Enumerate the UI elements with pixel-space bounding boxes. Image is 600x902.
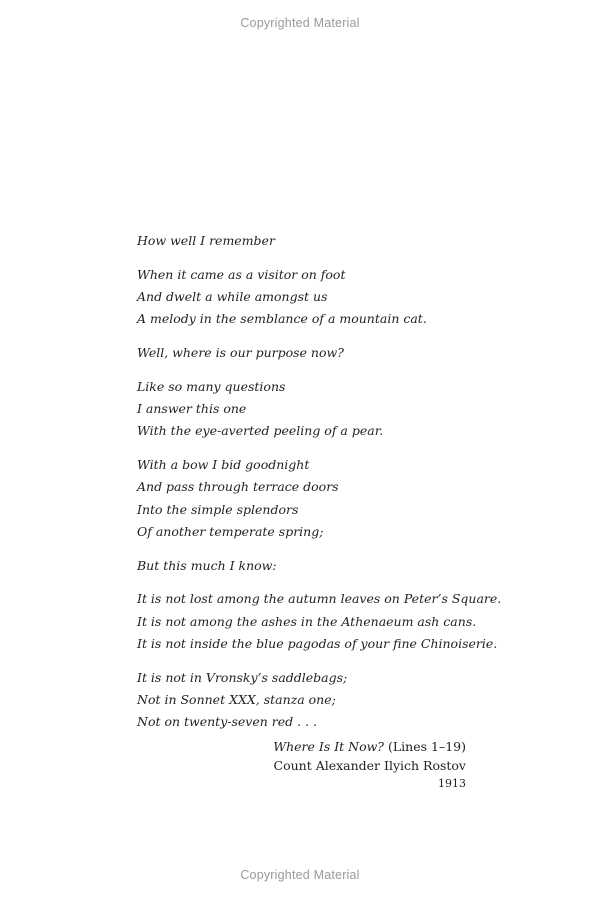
- copyright-watermark-top: Copyrighted Material: [240, 16, 360, 30]
- stanza-7: [137, 588, 502, 655]
- poem-line: It is not lost among the autumn leaves on Peter’s Square.: [137, 591, 502, 607]
- poem-line: Well, where is our purpose now?: [137, 344, 344, 360]
- author-name: Count Alexander Ilyich Rostov: [273, 757, 466, 773]
- poem-line: With a bow I bid goodnight: [137, 456, 310, 472]
- poem-line: Not in Sonnet XXX, stanza one;: [137, 691, 336, 707]
- poem-line: With the eye-averted peeling of a pear.: [137, 423, 384, 439]
- publication-year: 1913: [438, 777, 466, 790]
- poem: [137, 230, 502, 745]
- poem-line: Not on twenty-seven red . . .: [137, 714, 317, 730]
- stanza-1: [137, 230, 477, 252]
- attribution-title-row: [137, 738, 466, 757]
- poem-line: Like so many questions: [137, 378, 286, 394]
- stanza-3: [137, 342, 477, 364]
- stanza-4: [137, 376, 477, 443]
- stanza-2: [137, 264, 477, 331]
- poem-line: How well I remember: [137, 233, 275, 248]
- poem-line: A melody in the semblance of a mountain cat.: [137, 311, 427, 327]
- stanza-5: [137, 454, 477, 544]
- poem-line: Into the simple splendors: [137, 501, 299, 517]
- copyright-watermark-bottom: Copyrighted Material: [240, 868, 360, 882]
- stanza-6: [137, 555, 477, 577]
- work-title: Where Is It Now?: [273, 739, 385, 754]
- poem-line: And dwelt a while amongst us: [137, 288, 328, 304]
- poem-line: It is not in Vronsky’s saddlebags;: [137, 669, 348, 685]
- poem-line: It is not among the ashes in the Athenaeum ash cans.: [137, 613, 477, 629]
- poem-line: I answer this one: [137, 400, 247, 416]
- poem-line: But this much I know:: [137, 557, 277, 573]
- lines-note: (Lines 1–19): [384, 739, 466, 754]
- poem-line: When it came as a visitor on foot: [137, 266, 346, 282]
- poem-line: It is not inside the blue pagodas of your fine Chinoiserie.: [137, 635, 498, 651]
- poem-line: Of another temperate spring;: [137, 524, 324, 540]
- poem-line: And pass through terrace doors: [137, 479, 339, 495]
- stanza-8: [137, 667, 477, 734]
- poem-attribution: [137, 738, 466, 794]
